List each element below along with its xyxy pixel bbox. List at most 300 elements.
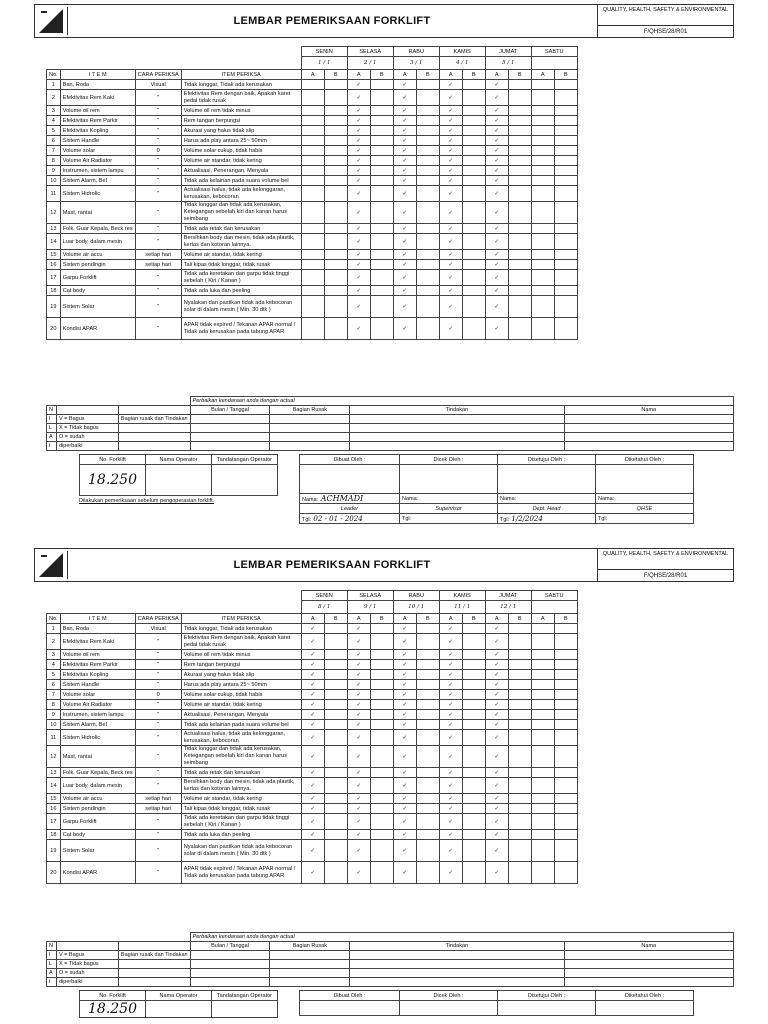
check-cell[interactable]	[324, 794, 347, 804]
check-cell[interactable]: ✓	[347, 624, 370, 634]
check-cell[interactable]: ✓	[393, 690, 416, 700]
check-cell[interactable]	[324, 660, 347, 670]
check-cell[interactable]: ✓	[393, 670, 416, 680]
check-cell[interactable]	[531, 106, 554, 116]
check-cell[interactable]: ✓	[393, 768, 416, 778]
check-cell[interactable]: ✓	[301, 670, 324, 680]
legend-cell[interactable]	[270, 969, 350, 978]
check-cell[interactable]	[370, 768, 393, 778]
check-cell[interactable]	[324, 746, 347, 768]
check-cell[interactable]	[508, 660, 531, 670]
check-cell[interactable]: ✓	[485, 660, 508, 670]
check-cell[interactable]	[508, 634, 531, 650]
check-cell[interactable]	[508, 814, 531, 830]
check-cell[interactable]	[324, 778, 347, 794]
check-cell[interactable]	[462, 224, 485, 234]
check-cell[interactable]	[416, 224, 439, 234]
check-cell[interactable]	[462, 270, 485, 286]
check-cell[interactable]	[324, 156, 347, 166]
check-cell[interactable]	[508, 260, 531, 270]
check-cell[interactable]	[508, 176, 531, 186]
check-cell[interactable]	[324, 296, 347, 318]
check-cell[interactable]: ✓	[439, 794, 462, 804]
check-cell[interactable]	[508, 778, 531, 794]
check-cell[interactable]: ✓	[439, 840, 462, 862]
check-cell[interactable]: ✓	[439, 710, 462, 720]
check-cell[interactable]	[554, 660, 577, 670]
check-cell[interactable]	[370, 680, 393, 690]
check-cell[interactable]: ✓	[347, 746, 370, 768]
legend-cell[interactable]	[564, 424, 733, 433]
check-cell[interactable]: ✓	[485, 680, 508, 690]
check-cell[interactable]	[462, 624, 485, 634]
check-cell[interactable]	[301, 80, 324, 90]
check-cell[interactable]: ✓	[439, 862, 462, 884]
check-cell[interactable]	[462, 318, 485, 340]
check-cell[interactable]	[462, 136, 485, 146]
date-cell[interactable]: 1 / 1	[301, 57, 347, 70]
check-cell[interactable]: ✓	[439, 768, 462, 778]
check-cell[interactable]	[508, 296, 531, 318]
check-cell[interactable]	[462, 804, 485, 814]
check-cell[interactable]: ✓	[439, 690, 462, 700]
check-cell[interactable]	[531, 318, 554, 340]
check-cell[interactable]	[324, 116, 347, 126]
check-cell[interactable]: ✓	[393, 224, 416, 234]
check-cell[interactable]	[416, 176, 439, 186]
check-cell[interactable]	[370, 126, 393, 136]
check-cell[interactable]	[301, 176, 324, 186]
operator-name-signature[interactable]	[146, 1001, 212, 1018]
check-cell[interactable]	[324, 224, 347, 234]
check-cell[interactable]	[416, 286, 439, 296]
check-cell[interactable]: ✓	[393, 202, 416, 224]
check-cell[interactable]	[462, 700, 485, 710]
check-cell[interactable]	[370, 840, 393, 862]
signature-box[interactable]	[498, 465, 596, 494]
check-cell[interactable]: ✓	[347, 106, 370, 116]
check-cell[interactable]	[416, 126, 439, 136]
check-cell[interactable]	[462, 778, 485, 794]
check-cell[interactable]: ✓	[439, 270, 462, 286]
check-cell[interactable]	[370, 634, 393, 650]
check-cell[interactable]	[324, 840, 347, 862]
check-cell[interactable]	[324, 176, 347, 186]
check-cell[interactable]	[462, 814, 485, 830]
check-cell[interactable]	[531, 680, 554, 690]
check-cell[interactable]	[554, 106, 577, 116]
check-cell[interactable]	[370, 176, 393, 186]
check-cell[interactable]	[370, 166, 393, 176]
check-cell[interactable]: ✓	[485, 670, 508, 680]
check-cell[interactable]: ✓	[301, 830, 324, 840]
legend-cell[interactable]	[190, 951, 270, 960]
check-cell[interactable]	[301, 234, 324, 250]
check-cell[interactable]	[554, 186, 577, 202]
check-cell[interactable]: ✓	[393, 250, 416, 260]
check-cell[interactable]	[554, 250, 577, 260]
check-cell[interactable]	[370, 862, 393, 884]
check-cell[interactable]: ✓	[301, 720, 324, 730]
check-cell[interactable]: ✓	[347, 670, 370, 680]
check-cell[interactable]	[370, 318, 393, 340]
check-cell[interactable]: ✓	[393, 720, 416, 730]
check-cell[interactable]	[416, 106, 439, 116]
check-cell[interactable]: ✓	[347, 840, 370, 862]
check-cell[interactable]	[370, 710, 393, 720]
check-cell[interactable]	[508, 250, 531, 260]
signature-box[interactable]	[300, 1001, 400, 1016]
check-cell[interactable]	[554, 126, 577, 136]
check-cell[interactable]	[462, 650, 485, 660]
legend-cell[interactable]	[270, 951, 350, 960]
check-cell[interactable]: ✓	[393, 116, 416, 126]
check-cell[interactable]	[554, 136, 577, 146]
check-cell[interactable]: ✓	[485, 296, 508, 318]
check-cell[interactable]	[370, 814, 393, 830]
check-cell[interactable]: ✓	[485, 830, 508, 840]
check-cell[interactable]	[531, 634, 554, 650]
check-cell[interactable]	[370, 186, 393, 202]
check-cell[interactable]: ✓	[347, 830, 370, 840]
date-cell[interactable]: 2 / 1	[347, 57, 393, 70]
check-cell[interactable]	[531, 720, 554, 730]
check-cell[interactable]: ✓	[393, 746, 416, 768]
date-cell[interactable]: 5 / 1	[485, 57, 531, 70]
check-cell[interactable]	[462, 746, 485, 768]
check-cell[interactable]: ✓	[393, 710, 416, 720]
check-cell[interactable]: ✓	[485, 166, 508, 176]
check-cell[interactable]	[324, 146, 347, 156]
check-cell[interactable]	[554, 730, 577, 746]
check-cell[interactable]	[324, 234, 347, 250]
legend-cell[interactable]	[350, 951, 564, 960]
check-cell[interactable]: ✓	[485, 80, 508, 90]
check-cell[interactable]: ✓	[439, 634, 462, 650]
check-cell[interactable]	[301, 224, 324, 234]
check-cell[interactable]	[416, 318, 439, 340]
date-cell[interactable]: 12 / 1	[485, 601, 531, 614]
legend-cell[interactable]	[350, 442, 564, 451]
check-cell[interactable]	[370, 660, 393, 670]
check-cell[interactable]: ✓	[393, 840, 416, 862]
check-cell[interactable]	[531, 224, 554, 234]
check-cell[interactable]: ✓	[439, 176, 462, 186]
check-cell[interactable]	[508, 746, 531, 768]
check-cell[interactable]: ✓	[347, 690, 370, 700]
check-cell[interactable]: ✓	[347, 814, 370, 830]
check-cell[interactable]: ✓	[485, 136, 508, 146]
check-cell[interactable]	[462, 680, 485, 690]
check-cell[interactable]	[416, 146, 439, 156]
leader-name-value[interactable]: ACHMADI	[318, 494, 364, 503]
check-cell[interactable]	[324, 136, 347, 146]
check-cell[interactable]: ✓	[347, 116, 370, 126]
check-cell[interactable]: ✓	[301, 814, 324, 830]
check-cell[interactable]: ✓	[485, 250, 508, 260]
check-cell[interactable]: ✓	[393, 730, 416, 746]
check-cell[interactable]	[324, 80, 347, 90]
check-cell[interactable]	[324, 106, 347, 116]
check-cell[interactable]: ✓	[393, 660, 416, 670]
check-cell[interactable]: ✓	[439, 730, 462, 746]
check-cell[interactable]	[416, 768, 439, 778]
check-cell[interactable]: ✓	[485, 202, 508, 224]
check-cell[interactable]: ✓	[301, 680, 324, 690]
check-cell[interactable]: ✓	[439, 186, 462, 202]
check-cell[interactable]	[531, 296, 554, 318]
check-cell[interactable]	[531, 80, 554, 90]
legend-cell[interactable]	[190, 969, 270, 978]
check-cell[interactable]	[416, 700, 439, 710]
check-cell[interactable]: ✓	[301, 862, 324, 884]
check-cell[interactable]	[554, 90, 577, 106]
check-cell[interactable]	[462, 710, 485, 720]
check-cell[interactable]	[416, 840, 439, 862]
check-cell[interactable]	[531, 186, 554, 202]
check-cell[interactable]	[531, 166, 554, 176]
check-cell[interactable]	[416, 862, 439, 884]
check-cell[interactable]: ✓	[301, 690, 324, 700]
check-cell[interactable]: ✓	[439, 720, 462, 730]
check-cell[interactable]	[531, 730, 554, 746]
check-cell[interactable]: ✓	[485, 126, 508, 136]
check-cell[interactable]	[531, 126, 554, 136]
legend-cell[interactable]	[270, 424, 350, 433]
check-cell[interactable]	[324, 670, 347, 680]
check-cell[interactable]	[531, 260, 554, 270]
check-cell[interactable]	[554, 862, 577, 884]
check-cell[interactable]	[370, 286, 393, 296]
check-cell[interactable]	[531, 660, 554, 670]
check-cell[interactable]	[554, 794, 577, 804]
check-cell[interactable]: ✓	[347, 768, 370, 778]
operator-signature[interactable]	[212, 1001, 278, 1018]
check-cell[interactable]: ✓	[439, 318, 462, 340]
check-cell[interactable]	[370, 106, 393, 116]
date-cell[interactable]: 8 / 1	[301, 601, 347, 614]
check-cell[interactable]	[324, 720, 347, 730]
check-cell[interactable]	[531, 778, 554, 794]
check-cell[interactable]: ✓	[485, 260, 508, 270]
check-cell[interactable]	[508, 794, 531, 804]
check-cell[interactable]	[554, 650, 577, 660]
check-cell[interactable]	[554, 778, 577, 794]
check-cell[interactable]: ✓	[347, 234, 370, 250]
check-cell[interactable]: ✓	[485, 90, 508, 106]
check-cell[interactable]: ✓	[301, 840, 324, 862]
check-cell[interactable]: ✓	[347, 634, 370, 650]
check-cell[interactable]: ✓	[347, 176, 370, 186]
signature-box[interactable]	[400, 465, 498, 494]
check-cell[interactable]: ✓	[347, 202, 370, 224]
check-cell[interactable]	[531, 176, 554, 186]
legend-cell[interactable]	[270, 442, 350, 451]
date-cell[interactable]: 9 / 1	[347, 601, 393, 614]
check-cell[interactable]	[416, 680, 439, 690]
check-cell[interactable]: ✓	[439, 106, 462, 116]
check-cell[interactable]: ✓	[347, 720, 370, 730]
check-cell[interactable]	[416, 250, 439, 260]
check-cell[interactable]	[416, 80, 439, 90]
check-cell[interactable]: ✓	[393, 804, 416, 814]
date-cell[interactable]	[531, 57, 577, 70]
check-cell[interactable]: ✓	[439, 90, 462, 106]
check-cell[interactable]	[370, 90, 393, 106]
check-cell[interactable]	[416, 746, 439, 768]
check-cell[interactable]	[554, 814, 577, 830]
check-cell[interactable]	[554, 318, 577, 340]
check-cell[interactable]	[416, 116, 439, 126]
check-cell[interactable]: ✓	[485, 116, 508, 126]
check-cell[interactable]: ✓	[347, 862, 370, 884]
check-cell[interactable]: ✓	[485, 156, 508, 166]
check-cell[interactable]	[554, 768, 577, 778]
check-cell[interactable]	[554, 224, 577, 234]
check-cell[interactable]	[554, 270, 577, 286]
check-cell[interactable]	[508, 624, 531, 634]
check-cell[interactable]	[301, 202, 324, 224]
check-cell[interactable]: ✓	[393, 814, 416, 830]
check-cell[interactable]: ✓	[347, 126, 370, 136]
check-cell[interactable]: ✓	[347, 224, 370, 234]
check-cell[interactable]: ✓	[347, 166, 370, 176]
check-cell[interactable]	[416, 720, 439, 730]
check-cell[interactable]: ✓	[347, 794, 370, 804]
check-cell[interactable]: ✓	[439, 680, 462, 690]
check-cell[interactable]	[508, 730, 531, 746]
check-cell[interactable]: ✓	[439, 234, 462, 250]
check-cell[interactable]	[301, 250, 324, 260]
forklift-number[interactable]: 18.250	[80, 465, 146, 496]
check-cell[interactable]	[462, 176, 485, 186]
check-cell[interactable]: ✓	[485, 176, 508, 186]
check-cell[interactable]: ✓	[301, 746, 324, 768]
check-cell[interactable]	[462, 186, 485, 202]
check-cell[interactable]	[554, 624, 577, 634]
check-cell[interactable]	[462, 730, 485, 746]
check-cell[interactable]: ✓	[485, 862, 508, 884]
check-cell[interactable]	[370, 804, 393, 814]
check-cell[interactable]: ✓	[393, 166, 416, 176]
check-cell[interactable]: ✓	[347, 650, 370, 660]
check-cell[interactable]: ✓	[485, 106, 508, 116]
legend-cell[interactable]	[350, 415, 564, 424]
date-cell[interactable]: 4 / 1	[439, 57, 485, 70]
check-cell[interactable]: ✓	[485, 224, 508, 234]
check-cell[interactable]	[301, 136, 324, 146]
check-cell[interactable]	[370, 156, 393, 166]
check-cell[interactable]	[370, 270, 393, 286]
check-cell[interactable]	[324, 126, 347, 136]
check-cell[interactable]: ✓	[347, 90, 370, 106]
check-cell[interactable]: ✓	[301, 660, 324, 670]
check-cell[interactable]: ✓	[439, 650, 462, 660]
check-cell[interactable]	[508, 166, 531, 176]
check-cell[interactable]	[370, 720, 393, 730]
check-cell[interactable]: ✓	[439, 700, 462, 710]
legend-cell[interactable]	[190, 978, 270, 987]
check-cell[interactable]	[416, 830, 439, 840]
check-cell[interactable]	[508, 830, 531, 840]
check-cell[interactable]: ✓	[439, 804, 462, 814]
check-cell[interactable]	[554, 680, 577, 690]
check-cell[interactable]: ✓	[393, 650, 416, 660]
check-cell[interactable]: ✓	[347, 710, 370, 720]
check-cell[interactable]	[324, 318, 347, 340]
check-cell[interactable]	[554, 260, 577, 270]
date-cell[interactable]: 10 / 1	[393, 601, 439, 614]
check-cell[interactable]	[554, 804, 577, 814]
check-cell[interactable]: ✓	[393, 234, 416, 250]
check-cell[interactable]	[462, 768, 485, 778]
check-cell[interactable]	[531, 90, 554, 106]
check-cell[interactable]: ✓	[347, 270, 370, 286]
check-cell[interactable]: ✓	[439, 116, 462, 126]
check-cell[interactable]	[462, 234, 485, 250]
check-cell[interactable]	[531, 624, 554, 634]
check-cell[interactable]	[370, 730, 393, 746]
legend-cell[interactable]	[270, 433, 350, 442]
check-cell[interactable]	[554, 710, 577, 720]
check-cell[interactable]	[531, 270, 554, 286]
check-cell[interactable]	[301, 286, 324, 296]
check-cell[interactable]: ✓	[393, 830, 416, 840]
check-cell[interactable]: ✓	[393, 146, 416, 156]
check-cell[interactable]	[324, 700, 347, 710]
check-cell[interactable]	[462, 862, 485, 884]
check-cell[interactable]	[554, 720, 577, 730]
signature-box[interactable]	[596, 465, 694, 494]
check-cell[interactable]	[416, 650, 439, 660]
check-cell[interactable]	[508, 126, 531, 136]
check-cell[interactable]	[462, 80, 485, 90]
legend-cell[interactable]	[350, 978, 564, 987]
check-cell[interactable]: ✓	[347, 136, 370, 146]
operator-name-signature[interactable]	[146, 465, 212, 496]
check-cell[interactable]	[462, 146, 485, 156]
check-cell[interactable]	[301, 260, 324, 270]
check-cell[interactable]	[324, 814, 347, 830]
check-cell[interactable]	[531, 286, 554, 296]
check-cell[interactable]	[416, 804, 439, 814]
check-cell[interactable]	[416, 660, 439, 670]
check-cell[interactable]	[416, 794, 439, 804]
check-cell[interactable]: ✓	[301, 768, 324, 778]
check-cell[interactable]	[370, 830, 393, 840]
check-cell[interactable]: ✓	[347, 80, 370, 90]
check-cell[interactable]	[531, 650, 554, 660]
check-cell[interactable]	[531, 814, 554, 830]
legend-cell[interactable]	[270, 415, 350, 424]
check-cell[interactable]	[370, 794, 393, 804]
check-cell[interactable]	[462, 250, 485, 260]
check-cell[interactable]	[508, 156, 531, 166]
check-cell[interactable]: ✓	[485, 794, 508, 804]
legend-cell[interactable]	[564, 415, 733, 424]
check-cell[interactable]	[554, 286, 577, 296]
check-cell[interactable]: ✓	[485, 720, 508, 730]
check-cell[interactable]	[554, 840, 577, 862]
check-cell[interactable]	[508, 862, 531, 884]
check-cell[interactable]	[324, 624, 347, 634]
check-cell[interactable]: ✓	[393, 680, 416, 690]
check-cell[interactable]	[324, 270, 347, 286]
check-cell[interactable]: ✓	[393, 700, 416, 710]
legend-cell[interactable]	[350, 960, 564, 969]
check-cell[interactable]: ✓	[347, 804, 370, 814]
legend-cell[interactable]	[564, 442, 733, 451]
